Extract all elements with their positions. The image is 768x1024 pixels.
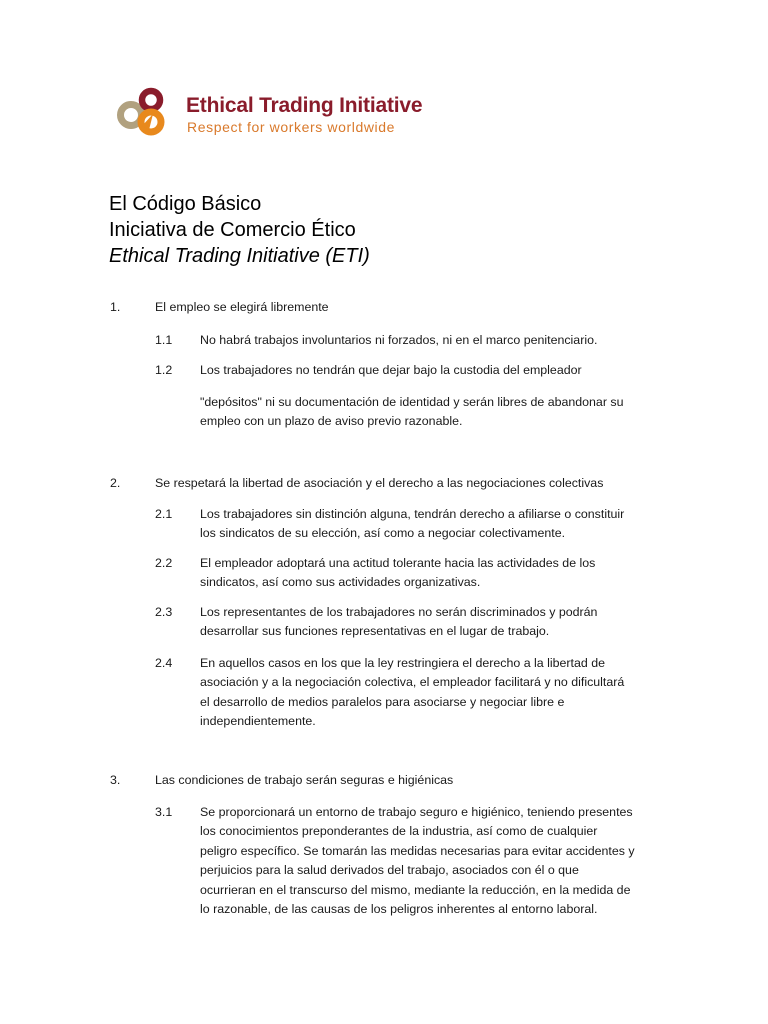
clause-line: sindicatos, así como sus actividades organizativas. bbox=[200, 575, 481, 590]
clause-line: peligro específico. Se tomarán las medidas necesarias para evitar accidentes y bbox=[200, 843, 635, 858]
clause-continuation bbox=[200, 393, 623, 432]
clause-line: Los trabajadores no tendrán que dejar bajo la custodia del empleador bbox=[200, 363, 582, 377]
clause-text bbox=[200, 505, 670, 544]
section-number: 3. bbox=[110, 773, 121, 787]
clause-line: el desarrollo de medios paralelos para asociarse y negociar libre e bbox=[200, 694, 565, 709]
eti-logo-mark-icon bbox=[115, 86, 177, 146]
section-title: Las condiciones de trabajo serán seguras e higiénicas bbox=[155, 773, 454, 787]
clause-line: empleo con un plazo de aviso previo razonable. bbox=[200, 414, 463, 429]
clause-text bbox=[200, 803, 670, 919]
logo-tagline: Respect for workers worldwide bbox=[187, 119, 396, 135]
clause-line: asociación y a la negociación colectiva, el empleador facilitará y no dificultará bbox=[200, 675, 625, 690]
clause-number: 2.3 bbox=[155, 605, 173, 619]
clause-line: ocurrieran en el transcurso del mismo, mediante la reducción, en la medida de bbox=[200, 882, 631, 897]
clause-line: los conocimientos preponderantes de la industria, así como de cualquier bbox=[200, 824, 598, 839]
clause-line: Los trabajadores sin distinción alguna, tendrán derecho a afiliarse o constituir bbox=[200, 507, 625, 521]
clause-line: Se proporcionará un entorno de trabajo seguro e higiénico, teniendo presentes bbox=[200, 805, 633, 819]
section-number: 1. bbox=[110, 300, 121, 314]
clause-line: No habrá trabajos involuntarios ni forzados, ni en el marco penitenciario. bbox=[200, 333, 598, 347]
title-line-3: Ethical Trading Initiative (ETI) bbox=[109, 245, 370, 267]
clause-line: Los representantes de los trabajadores no serán discriminados y podrán bbox=[200, 605, 598, 619]
clause-number: 2.1 bbox=[155, 507, 173, 521]
section-title: Se respetará la libertad de asociación y el derecho a las negociaciones colectivas bbox=[155, 476, 604, 490]
clause-text bbox=[200, 654, 670, 732]
eti-logo bbox=[115, 86, 435, 146]
clause-line: "depósitos" ni su documentación de identidad y serán libres de abandonar su bbox=[200, 395, 624, 409]
clause-number: 3.1 bbox=[155, 805, 173, 819]
clause-number: 1.1 bbox=[155, 333, 173, 347]
logo-name: Ethical Trading Initiative bbox=[186, 94, 423, 117]
title-line-2: Iniciativa de Comercio Ético bbox=[109, 219, 356, 241]
clause-line: desarrollar sus funciones representativas en el lugar de trabajo. bbox=[200, 624, 550, 639]
clause-line: En aquellos casos en los que la ley restringiera el derecho a la libertad de bbox=[200, 656, 606, 670]
title-line-1: El Código Básico bbox=[109, 193, 262, 215]
section-number: 2. bbox=[110, 476, 121, 490]
clause-line: lo razonable, de las causas de los peligros inherentes al entorno laboral. bbox=[200, 902, 598, 917]
clause-line: independientemente. bbox=[200, 714, 316, 729]
clause-line: perjuicios para la salud derivados del trabajo, asociados con él o que bbox=[200, 863, 579, 878]
clause-line: los sindicatos de su elección, así como a negociar colectivamente. bbox=[200, 526, 566, 541]
document-titles bbox=[109, 191, 370, 269]
clause-text bbox=[200, 554, 670, 593]
clause-number: 2.2 bbox=[155, 556, 173, 570]
section-title: El empleo se elegirá libremente bbox=[155, 300, 329, 314]
clause-number: 1.2 bbox=[155, 363, 173, 377]
clause-text bbox=[200, 331, 670, 350]
clause-line: El empleador adoptará una actitud tolerante hacia las actividades de los bbox=[200, 556, 596, 570]
clause-number: 2.4 bbox=[155, 656, 173, 670]
clause-text bbox=[200, 361, 670, 380]
clause-text bbox=[200, 603, 670, 642]
